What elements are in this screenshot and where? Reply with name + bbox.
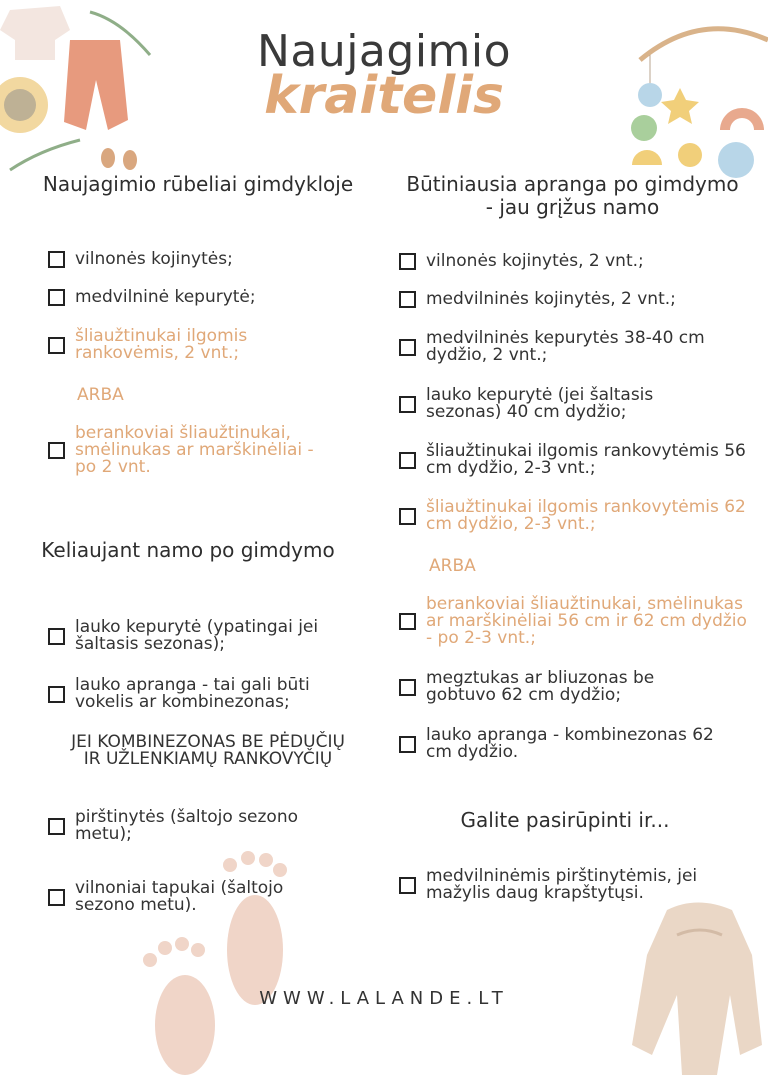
list-item[interactable]: medvilninės kojinytės, 2 vnt.; [399,291,739,308]
list-item[interactable]: megztukas ar bliuzonas be gobtuvo 62 cm dydžio; [399,670,719,704]
list-item[interactable]: berankoviai šliaužtinukai, smėlinukas ar marškinėliai 56 cm ir 62 cm dydžio - po 2-3 vnt.; [399,596,749,647]
list-item[interactable]: vilnonės kojinytės, 2 vnt.; [399,253,739,270]
list-item[interactable]: šliaužtinukai ilgomis rankovytėmis 56 cm dydžio, 2-3 vnt.; [399,443,759,477]
right-section1-heading: Būtiniausia apranga po gimdymo - jau grįžus namo [406,172,739,219]
list-item[interactable]: medvilninėmis pirštinytėmis, jei mažylis daug krapštytųsi. [399,868,709,902]
list-item[interactable]: pirštinytės (šaltojo sezono metu); [48,809,348,843]
checkbox[interactable] [399,877,416,894]
list-item[interactable]: šliaužtinukai ilgomis rankovėmis, 2 vnt.; [48,328,288,362]
title-line1: Naujagimio [256,26,512,77]
note-caps: JEI KOMBINEZONAS BE PĖDUČIŲ IR UŽLENKIAMŲ RANKOVYČIŲ [71,732,345,769]
list-item[interactable]: lauko apranga - tai gali būti vokelis ar kombinezonas; [48,677,358,711]
list-item[interactable]: medvilninės kepurytės 38-40 cm dydžio, 2 vnt.; [399,330,719,364]
list-item[interactable]: lauko apranga - kombinezonas 62 cm dydžio. [399,727,719,761]
checkbox[interactable] [48,442,65,459]
footer-website: WWW.LALANDE.LT [259,988,509,1009]
checkbox[interactable] [48,889,65,906]
checkbox[interactable] [399,339,416,356]
left-section1-heading: Naujagimio rūbeliai gimdykloje [42,172,354,196]
leaf-icon [10,140,80,170]
list-item[interactable]: šliaužtinukai ilgomis rankovytėmis 62 cm dydžio, 2-3 vnt.; [399,499,759,533]
checkbox[interactable] [399,253,416,270]
list-item[interactable]: medvilninė kepurytė; [48,289,348,306]
or-label: ARBA [77,385,124,405]
checkbox[interactable] [399,736,416,753]
checkbox[interactable] [399,679,416,696]
checkbox[interactable] [48,686,65,703]
checkbox[interactable] [48,289,65,306]
list-item[interactable]: berankoviai šliaužtinukai, smėlinukas ar marškinėliai - po 2 vnt. [48,425,338,476]
checkbox[interactable] [399,508,416,525]
or-label: ARBA [429,556,476,576]
checkbox[interactable] [399,396,416,413]
checkbox[interactable] [399,452,416,469]
checkbox[interactable] [48,628,65,645]
list-item[interactable]: lauko kepurytė (jei šaltasis sezonas) 40 cm dydžio; [399,387,699,421]
checkbox[interactable] [48,818,65,835]
list-item[interactable]: lauko kepurytė (ypatingai jei šaltasis sezonas); [48,619,358,653]
list-item[interactable]: vilnoniai tapukai (šaltojo sezono metu). [48,880,328,914]
checkbox[interactable] [48,251,65,268]
checkbox[interactable] [399,291,416,308]
list-item[interactable]: vilnonės kojinytės; [48,251,348,268]
checkbox[interactable] [399,613,416,630]
title-line2: kraitelis [264,66,504,126]
left-section2-heading: Keliaujant namo po gimdymo [41,538,335,562]
footprints-illustration [130,840,310,1080]
right-section2-heading: Galite pasirūpinti ir... [460,808,670,832]
checkbox[interactable] [48,337,65,354]
